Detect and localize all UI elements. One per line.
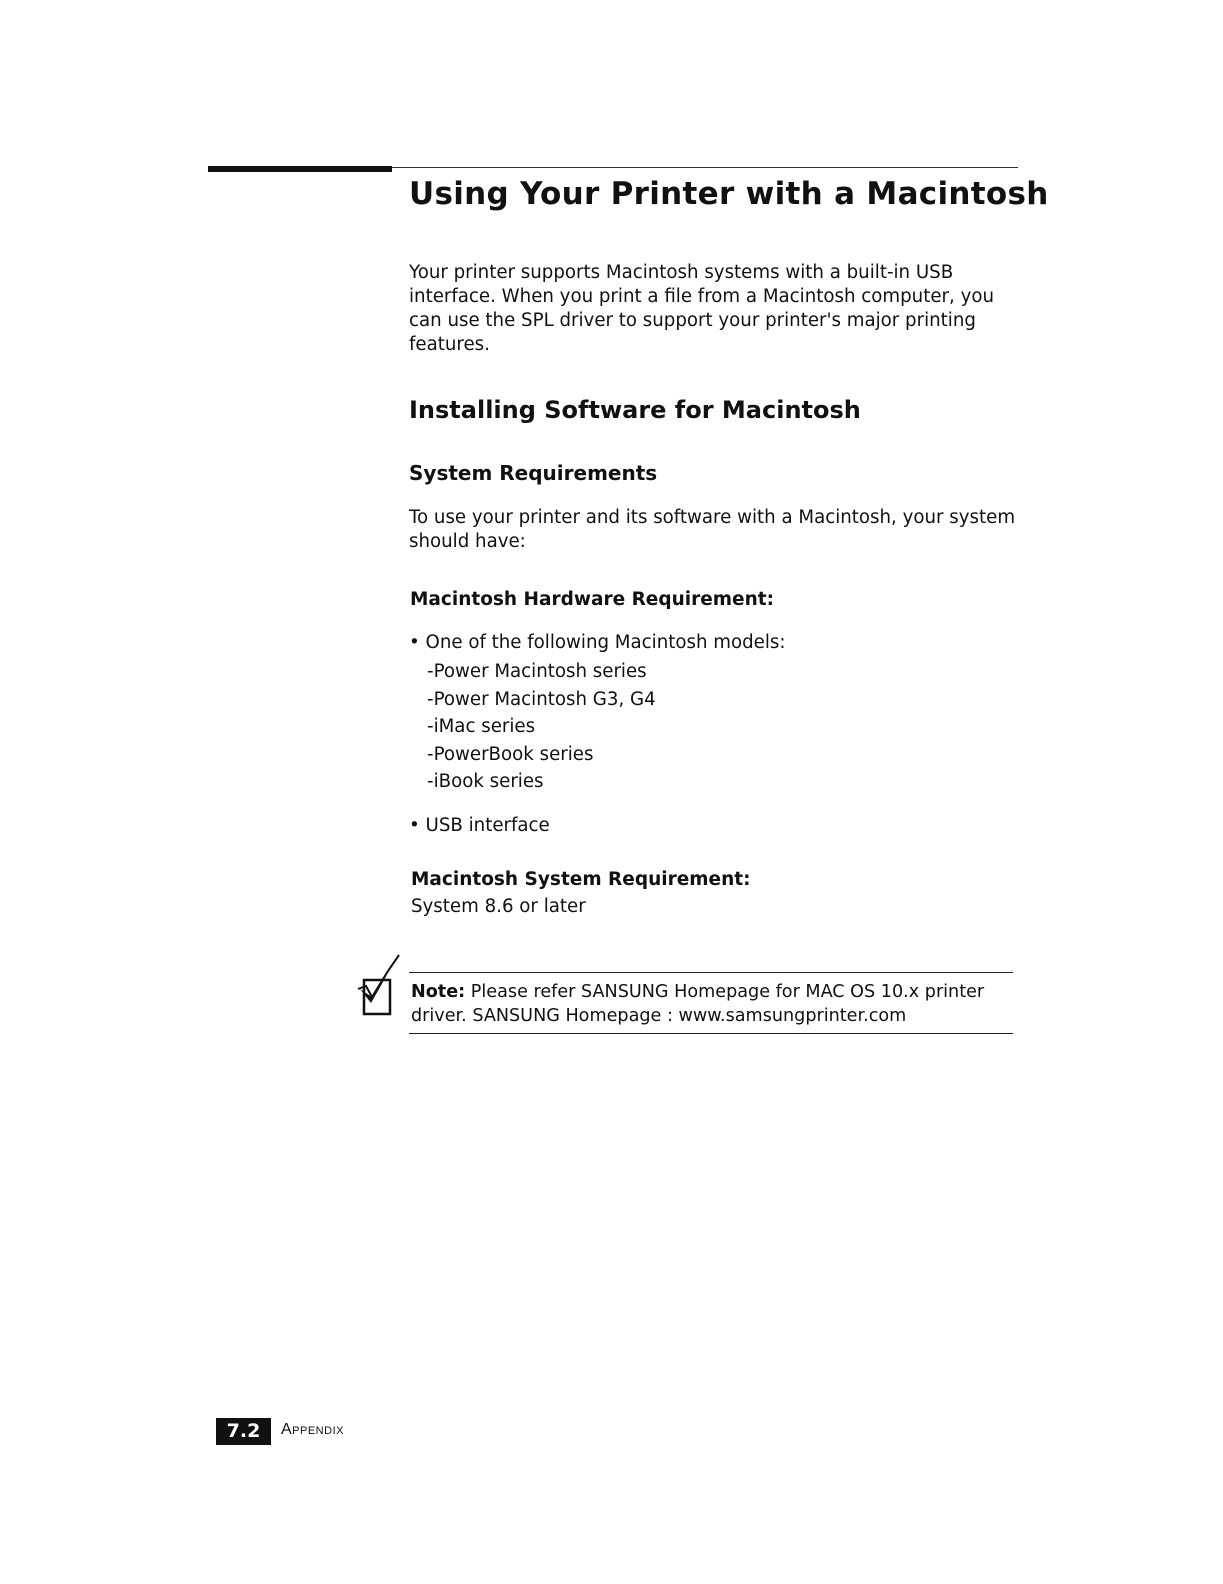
list-item: -Power Macintosh G3, G4 xyxy=(427,688,656,710)
hardware-requirement-heading: Macintosh Hardware Requirement: xyxy=(410,589,775,610)
note-body: Please refer SANSUNG Homepage for MAC OS 10.x printer driver. SANSUNG Homepage : www.samsungprinter.com xyxy=(411,982,985,1026)
list-item: -PowerBook series xyxy=(427,743,594,765)
system-requirement-heading: Macintosh System Requirement: xyxy=(411,869,751,890)
hardware-bullet-models: • One of the following Macintosh models: xyxy=(409,632,786,653)
footer-section-label: Appendix xyxy=(281,1421,344,1438)
note-label: Note: xyxy=(411,982,466,1002)
model-list xyxy=(427,658,656,796)
system-requirement-value: System 8.6 or later xyxy=(411,896,586,917)
note-text xyxy=(411,980,1021,1028)
page-title: Using Your Printer with a Macintosh xyxy=(409,176,1049,212)
list-item: -iMac series xyxy=(427,716,536,738)
intro-paragraph: Your printer supports Macintosh systems with a built-in USB interface. When you print a file from a Macintosh computer, you can use the SPL driver to support your printer's major printing features. xyxy=(409,262,994,355)
section-title: Installing Software for Macintosh xyxy=(409,396,861,424)
system-requirements-heading: System Requirements xyxy=(409,461,658,485)
checkmark-note-icon xyxy=(357,953,403,1023)
note-rule-top xyxy=(409,972,1013,973)
note-rule-bottom xyxy=(409,1033,1013,1034)
list-item: -iBook series xyxy=(427,771,544,793)
page-number-badge: 7.2 xyxy=(216,1418,271,1445)
system-requirements-intro: To use your printer and its software with a Macintosh, your system should have: xyxy=(409,507,1016,552)
header-rule-thick xyxy=(208,166,392,172)
hardware-bullet-usb: • USB interface xyxy=(409,815,550,836)
list-item: -Power Macintosh series xyxy=(427,661,647,682)
header-rule-thin xyxy=(392,167,1018,168)
